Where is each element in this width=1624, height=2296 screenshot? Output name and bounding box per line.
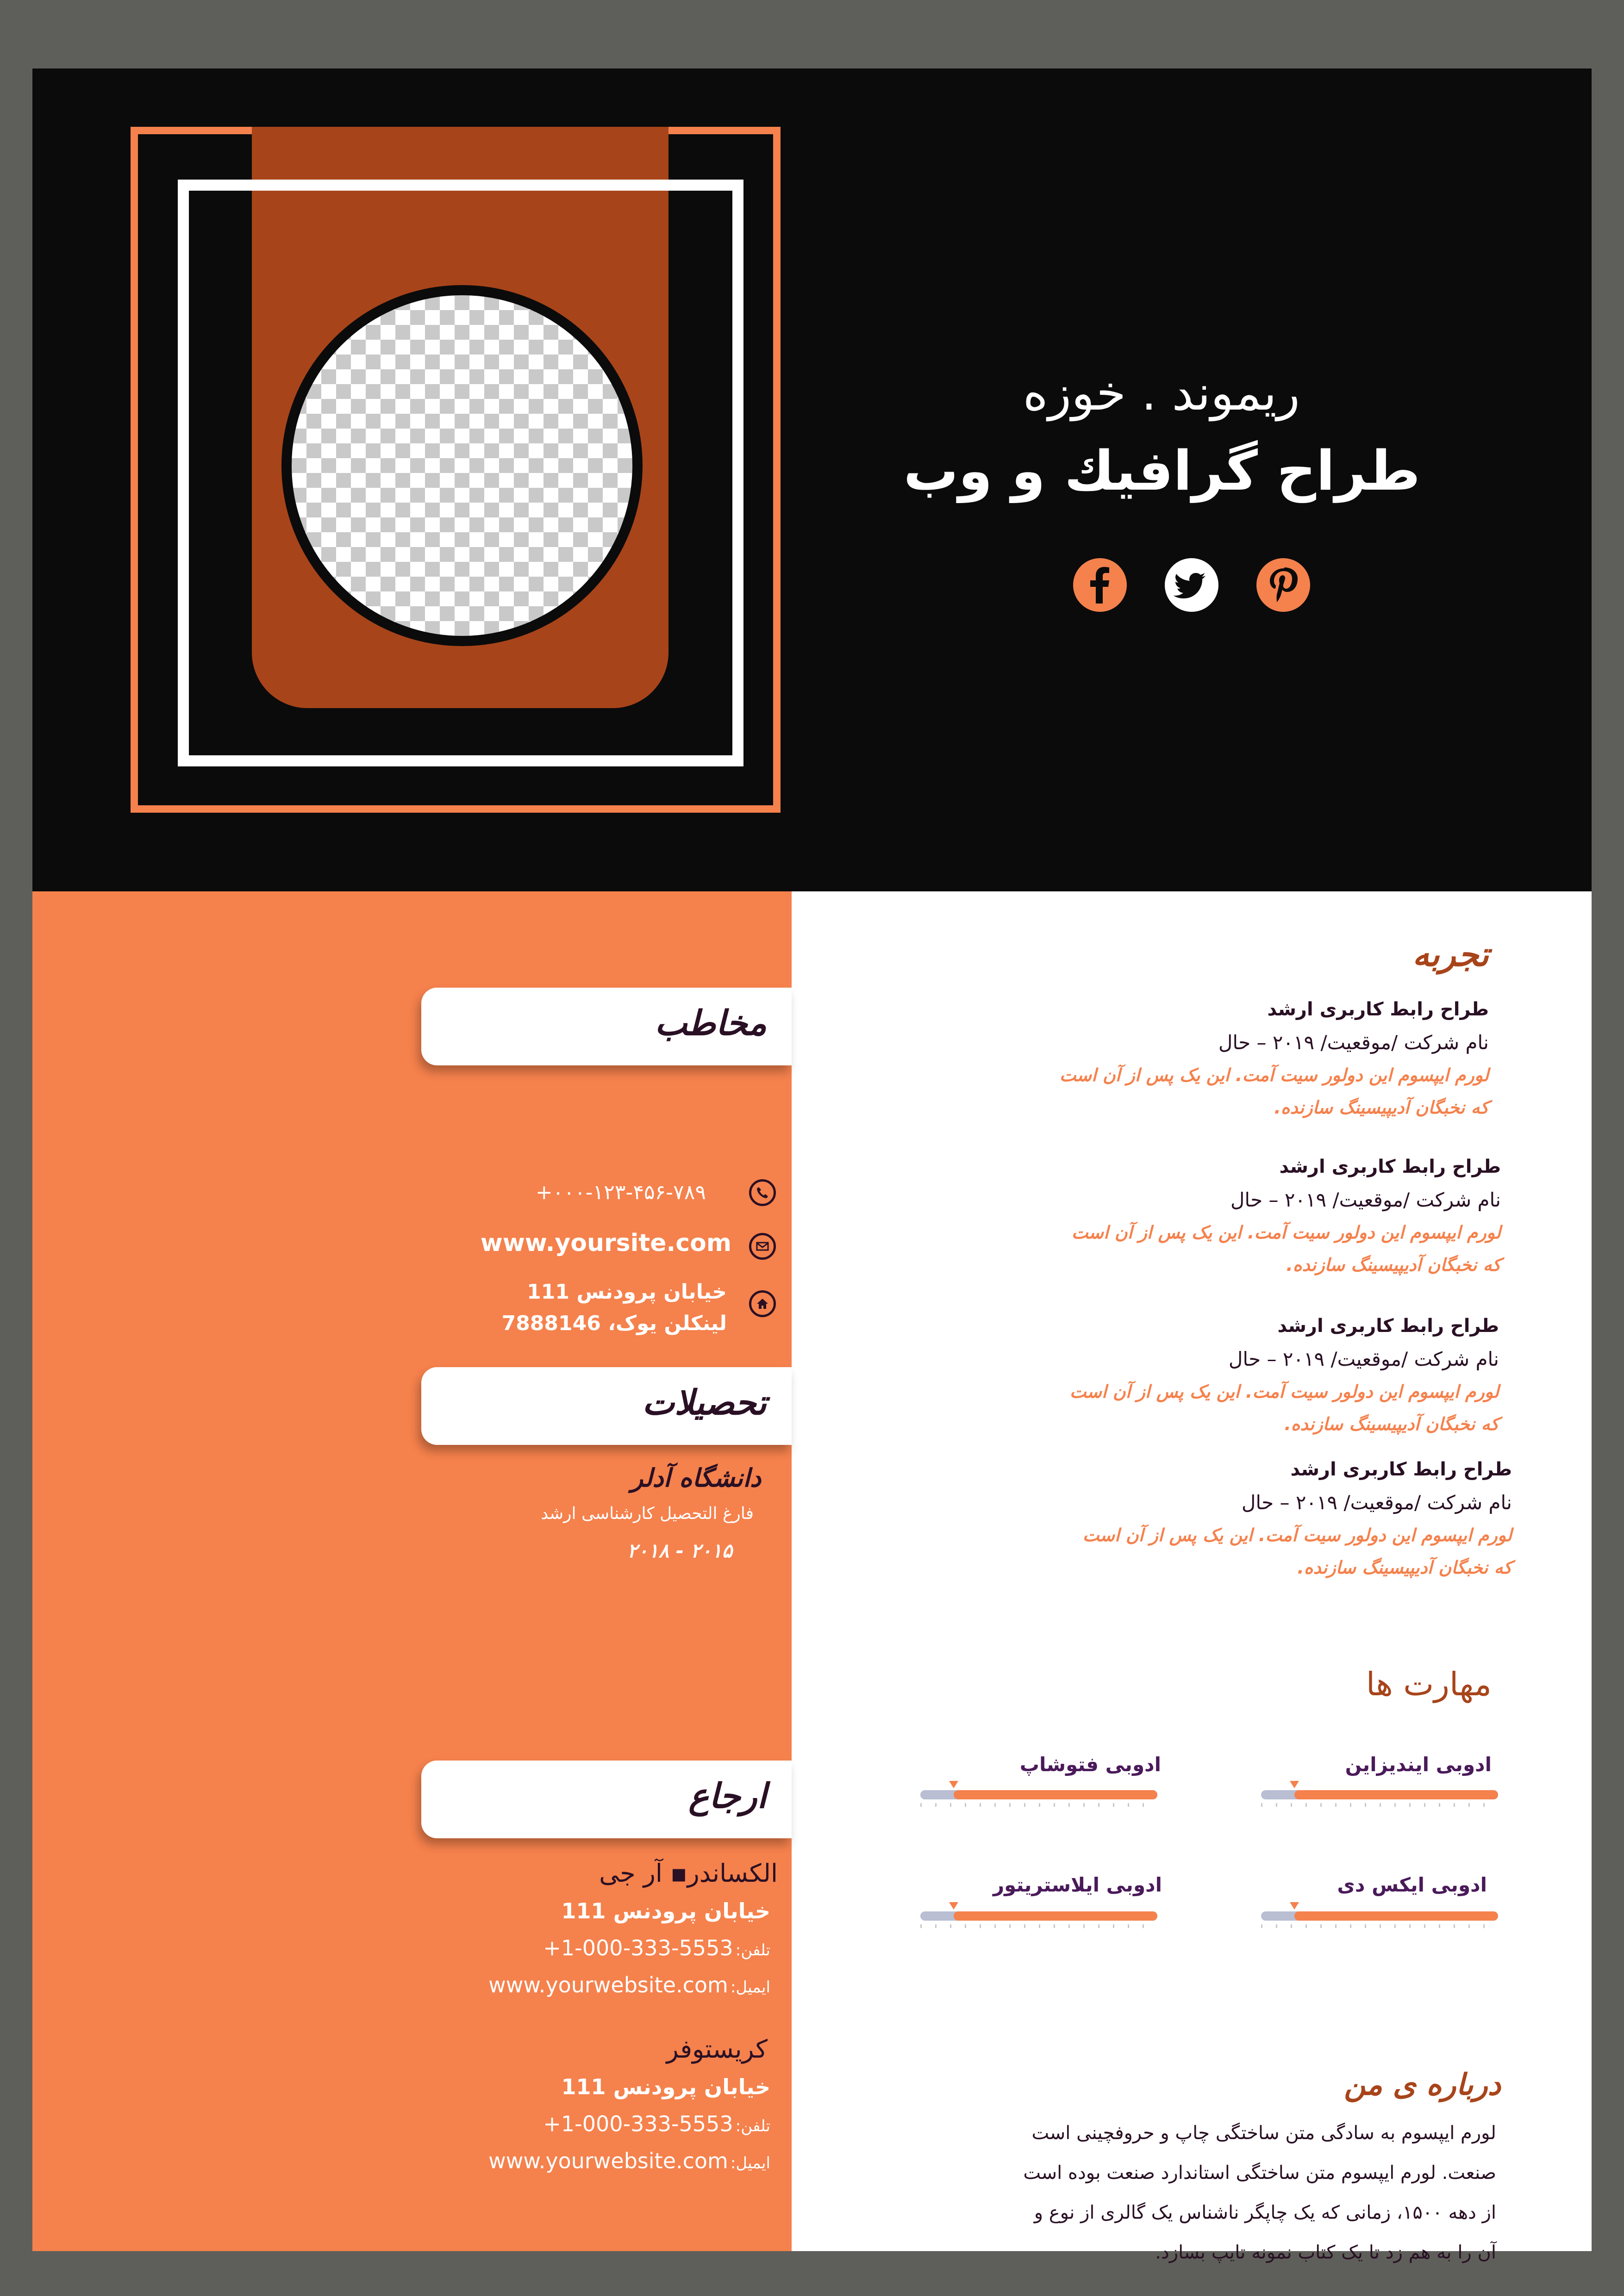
exp-4-role: طراح رابط کاربری ارشد — [1290, 1459, 1512, 1480]
reference-1-email-row — [488, 1972, 770, 1997]
skill-indesign-ticks — [1261, 1803, 1498, 1807]
job-title: طراح گرافیك و وب — [903, 439, 1420, 503]
skill-illustrator-marker — [949, 1902, 958, 1910]
references-heading-box — [421, 1761, 792, 1838]
reference-1-phone[interactable]: +1-000-333-5553 — [543, 1935, 733, 1960]
contact-address-line1: خیابان پرودنس 111 — [527, 1280, 727, 1304]
education-heading: تحصیلات — [642, 1383, 767, 1423]
home-icon — [749, 1290, 776, 1317]
skill-xd-label: ادوبی ایکس دی — [1337, 1873, 1487, 1896]
profile-photo-placeholder[interactable] — [281, 285, 643, 646]
references-heading: ارجاع — [688, 1776, 767, 1816]
skill-illustrator-fill — [954, 1911, 1157, 1921]
education-years: ۲۰۱۵ - ۲۰۱۸ — [627, 1539, 732, 1562]
email-icon — [749, 1233, 776, 1260]
contact-website[interactable]: www.yoursite.com — [480, 1229, 731, 1257]
reference-2-phone-row — [543, 2111, 770, 2136]
reference-1-email-label: ایمیل: — [730, 1978, 770, 1997]
skill-illustrator-label: ادوبی ایلاستریتور — [993, 1873, 1162, 1896]
skill-illustrator-ticks — [920, 1924, 1157, 1928]
exp-3-role: طراح رابط کاربری ارشد — [1277, 1315, 1499, 1337]
skill-xd-bar — [1261, 1911, 1498, 1921]
contact-phone[interactable]: +۰۰۰-۱۲۳-۴۵۶-۷۸۹ — [535, 1181, 706, 1204]
facebook-icon[interactable] — [1073, 558, 1127, 612]
education-heading-box — [421, 1367, 792, 1445]
exp-1-role: طراح رابط کاربری ارشد — [1267, 999, 1489, 1020]
contact-heading: مخاطب — [655, 1003, 767, 1043]
reference-2-email-row — [488, 2148, 770, 2173]
reference-2-email-label: ایمیل: — [730, 2154, 770, 2172]
contact-address-line2: لینکلن یوک، 7888146 — [501, 1312, 727, 1335]
about-line-3: از دهه ۱۵۰۰، زمانی که یک چاپگر ناشناس یک گالری از نوع و — [1034, 2202, 1496, 2223]
about-line-2: صنعت. لورم ایپسوم متن ساختگی استاندارد صنعت بوده است — [1023, 2162, 1496, 2184]
reference-1-name: الکساندر▪ آر جی — [599, 1859, 778, 1888]
exp-2-role: طراح رابط کاربری ارشد — [1279, 1156, 1501, 1177]
about-line-1: لورم ایپسوم به سادگی متن ساختگی چاپ و حروفچینی است — [1031, 2122, 1496, 2144]
exp-2-company: نام شرکت /موقعیت/ ۲۰۱۹ – حال — [1230, 1188, 1501, 1211]
reference-1-phone-row — [543, 1935, 770, 1960]
exp-4-desc-line1: لورم ایپسوم این دولور سیت آمت. این یک پس از آن است — [1082, 1525, 1512, 1545]
skill-photoshop-fill — [954, 1790, 1157, 1799]
person-name: ریموند . خوزه — [1023, 365, 1300, 421]
skill-xd-fill — [1294, 1911, 1498, 1921]
contact-heading-box — [421, 988, 792, 1065]
exp-3-desc-line2: که نخبگان آدیپیسینگ سازنده. — [1284, 1414, 1499, 1434]
exp-2-desc-line1: لورم ایپسوم این دولور سیت آمت. این یک پس از آن است — [1071, 1222, 1501, 1243]
exp-1-desc-line1: لورم ایپسوم این دولور سیت آمت. این یک پس از آن است — [1059, 1065, 1489, 1085]
skills-heading: مهارت ها — [1366, 1665, 1492, 1703]
exp-1-desc-line2: که نخبگان آدیپیسینگ سازنده. — [1274, 1097, 1489, 1118]
skill-photoshop-ticks — [920, 1803, 1157, 1807]
reference-1-website[interactable]: www.yourwebsite.com — [488, 1972, 728, 1997]
header-banner — [32, 68, 1592, 891]
left-sidebar — [32, 891, 792, 2251]
education-school: دانشگاه آدلر — [631, 1463, 761, 1493]
skill-indesign-bar — [1261, 1790, 1498, 1799]
resume-page — [32, 68, 1592, 2263]
pinterest-icon[interactable] — [1256, 558, 1310, 612]
skill-illustrator-bar — [920, 1911, 1157, 1921]
reference-1-street: خیابان پرودنس 111 — [561, 1898, 770, 1923]
exp-2-desc-line2: که نخبگان آدیپیسینگ سازنده. — [1286, 1255, 1501, 1275]
reference-1-phone-label: تلفن: — [735, 1941, 770, 1960]
skill-photoshop-bar — [920, 1790, 1157, 1799]
twitter-icon[interactable] — [1165, 558, 1218, 612]
skill-photoshop-label: ادوبی فتوشاپ — [1019, 1753, 1161, 1776]
skill-xd-marker — [1290, 1902, 1299, 1910]
skill-indesign-marker — [1290, 1781, 1299, 1788]
education-degree: فارغ التحصیل کارشناسی ارشد — [541, 1504, 754, 1523]
about-heading: درباره ی من — [1344, 2068, 1501, 2102]
skill-photoshop-marker — [949, 1781, 958, 1788]
reference-2-street: خیابان پرودنس 111 — [561, 2074, 770, 2099]
reference-2-phone-label: تلفن: — [735, 2117, 770, 2135]
skill-xd-ticks — [1261, 1924, 1498, 1928]
experience-heading: تجربه — [1412, 935, 1489, 974]
skill-indesign-label: ادوبی اینديزاين — [1345, 1753, 1492, 1776]
reference-2-website[interactable]: www.yourwebsite.com — [488, 2148, 728, 2173]
exp-1-company: نام شرکت /موقعیت/ ۲۰۱۹ – حال — [1218, 1031, 1489, 1054]
reference-2-phone[interactable]: +1-000-333-5553 — [543, 2111, 733, 2136]
phone-icon — [749, 1179, 776, 1206]
about-line-4: آن را به هم زد تا یک کتاب نمونه تایپ بسازد. — [1155, 2242, 1496, 2263]
exp-3-company: نام شرکت /موقعیت/ ۲۰۱۹ – حال — [1228, 1348, 1499, 1370]
exp-4-company: نام شرکت /موقعیت/ ۲۰۱۹ – حال — [1241, 1491, 1512, 1514]
reference-2-name: کریستوفر — [666, 2035, 768, 2064]
skill-indesign-fill — [1294, 1790, 1498, 1799]
exp-4-desc-line2: که نخبگان آدیپیسینگ سازنده. — [1297, 1557, 1512, 1578]
exp-3-desc-line1: لورم ایپسوم این دولور سیت آمت. این یک پس از آن است — [1069, 1381, 1499, 1402]
